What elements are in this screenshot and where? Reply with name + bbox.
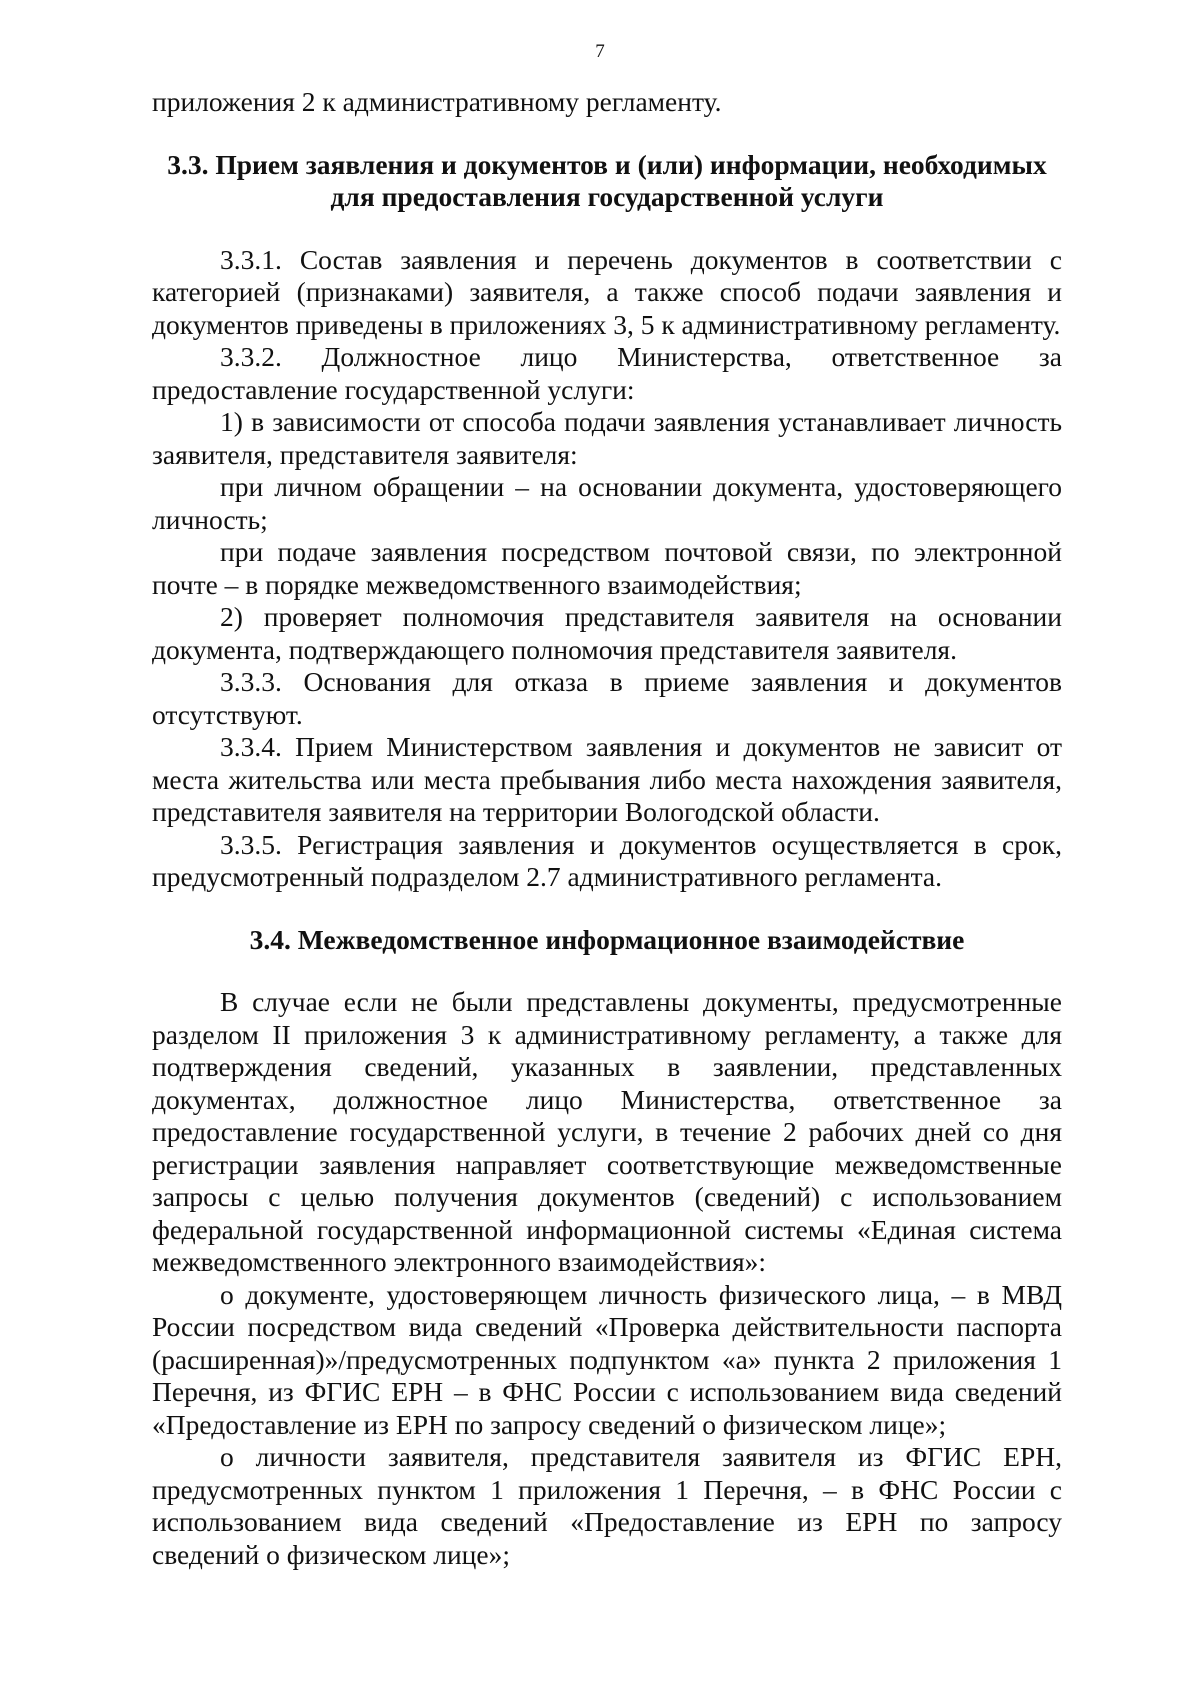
list-item-1: 1) в зависимости от способа подачи заявления устанавливает личность заявителя, представителя заявителя: xyxy=(152,406,1062,470)
paragraph-3-3-4: 3.3.4. Прием Министерством заявления и документов не зависит от места жительства или места пребывания либо места нахождения заявителя, представителя заявителя на территории Вологодской области. xyxy=(152,731,1062,827)
paragraph-3-4-identity-document: о документе, удостоверяющем личность физического лица, – в МВД России посредством вида сведений «Проверка действительности паспорта (расширенная)»/предусмотренных подпунктом «а» пункта 2 приложения 1 Перечня, из ФГИС ЕРН – в ФНС России с использованием вида сведений «Предоставление из ЕРН по запросу сведений о физическом лице»; xyxy=(152,1278,1062,1440)
paragraph-3-4-applicant-identity: о личности заявителя, представителя заявителя из ФГИС ЕРН, предусмотренных пунктом 1 приложения 1 Перечня, – в ФНС России с использованием вида сведений «Предоставление из ЕРН по запросу сведений о физическом лице»; xyxy=(152,1441,1062,1570)
section-3-3 xyxy=(152,149,1062,894)
intro-line: приложения 2 к административному регламенту. xyxy=(152,86,722,117)
paragraph-3-3-3: 3.3.3. Основания для отказа в приеме заявления и документов отсутствуют. xyxy=(152,666,1062,730)
page-number: 7 xyxy=(595,41,605,62)
document-body xyxy=(152,86,1062,1571)
section-3-4-heading: 3.4. Межведомственное информационное взаимодействие xyxy=(249,923,965,955)
list-subitem-personal: при личном обращении – на основании документа, удостоверяющего личность; xyxy=(152,471,1062,535)
paragraph-3-3-2: 3.3.2. Должностное лицо Министерства, ответственное за предоставление государственной услуги: xyxy=(152,341,1062,405)
section-3-3-heading-line2: для предоставления государственной услуги xyxy=(330,181,884,212)
paragraph-3-3-1: 3.3.1. Состав заявления и перечень документов в соответствии с категорией (признаками) заявителя, а также способ подачи заявления и документов приведены в приложениях 3, 5 к административному регламенту. xyxy=(152,243,1062,340)
section-3-3-heading-line1: 3.3. Прием заявления и документов и (или) информации, необходимых xyxy=(167,148,1047,180)
section-3-4 xyxy=(152,924,1062,1572)
list-item-2: 2) проверяет полномочия представителя заявителя на основании документа, подтверждающего полномочия представителя заявителя. xyxy=(152,601,1062,665)
paragraph-3-4-main: В случае если не были представлены документы, предусмотренные разделом II приложения 3 к административному регламенту, а также для подтверждения сведений, указанных в заявлении, представленных документах, должностное лицо Министерства, ответственное за предоставление государственной услуги, в течение 2 рабочих дней со дня регистрации заявления направляет соответствующие межведомственные запросы с целью получения документов (сведений) с использованием федеральной государственной информационной системы «Единая система межведомственного электронного взаимодействия»: xyxy=(152,986,1062,1277)
list-subitem-mail: при подаче заявления посредством почтовой связи, по электронной почте – в порядке межведомственного взаимодействия; xyxy=(152,536,1062,600)
paragraph-3-3-5: 3.3.5. Регистрация заявления и документов осуществляется в срок, предусмотренный подразделом 2.7 административного регламента. xyxy=(152,828,1062,892)
